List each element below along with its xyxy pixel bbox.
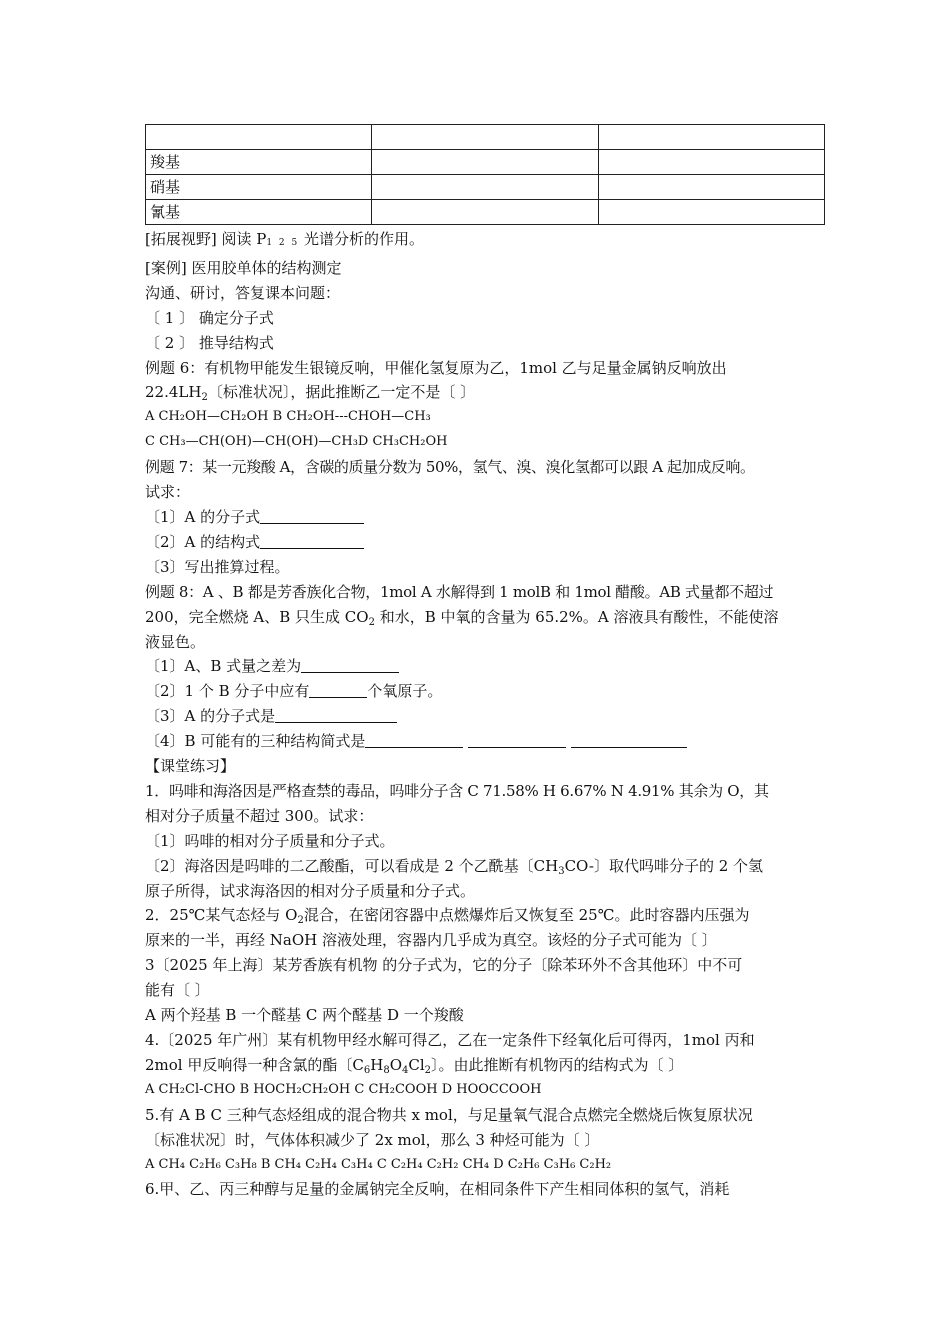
table-cell: [372, 125, 598, 150]
text-line: 200，完全燃烧 A、B 只生成 $CO_2$ 和水，B 中氧的含量为 65.2%。A 溶液具有酸性，不能使溶: [145, 607, 779, 628]
answer-blank: [468, 733, 566, 748]
text-line: 〔3〕A 的分子式是: [145, 704, 825, 729]
answer-blank: [260, 509, 364, 524]
table-row: [146, 125, 825, 150]
text-line: 1．吗啡和海洛因是严格查禁的毒品，吗啡分子含 C 71.58% H 6.67% N 4.91% 其余为 O，其: [145, 781, 769, 800]
table-cell: 硝基: [146, 175, 372, 200]
document-page: [145, 124, 825, 1202]
text-line: 2．25℃某气态烃与 $O_2$混合，在密闭容器中点燃爆炸后又恢复至 25℃。此时容器内压强为: [145, 906, 750, 927]
text-line: 6.甲、乙、丙三种醇与足量的金属钠完全反响，在相同条件下产生相同体积的氢气，消耗: [145, 1180, 730, 1199]
table-row: [146, 175, 825, 200]
text-line: 〔2〕海洛因是吗啡的二乙酸酯，可以看成是 2 个乙酰基〔$CH_3CO-$〕取代吗啡分子的 2 个氢: [145, 856, 764, 877]
table-cell: [598, 125, 824, 150]
text-line: 相对分子质量不超过 300。试求：: [145, 806, 374, 825]
text-line: C CH₃—CH(OH)—CH(OH)—CH₃D CH₃CH₂OH: [145, 434, 448, 450]
body-text: [145, 227, 825, 1202]
table-cell: 羧基: [146, 150, 372, 175]
answer-blank: [571, 733, 687, 748]
table-cell: [372, 175, 598, 200]
text-line: $22.4LH_2$〔标准状况〕，据此推断乙一定不是〔 〕: [145, 383, 476, 404]
table-row: [146, 150, 825, 175]
text-line: A CH₂Cl-CHO B HOCH₂CH₂OH C CH₂COOH D HOOCCOOH: [145, 1081, 542, 1097]
text-line: 〔标准状况〕时，气体体积减少了 2x mol，那么 3 种烃可能为〔 〕: [145, 1130, 600, 1149]
text-line: 试求：: [145, 483, 191, 502]
text-line: 2mol 甲反响得一种含氯的酯〔$C_6H_8O_4Cl_2$〕。由此推断有机物丙的结构式为〔 〕: [145, 1055, 684, 1076]
text-line: 能有〔 〕: [145, 981, 210, 1000]
answer-blank: [260, 534, 364, 549]
answer-blank: [365, 733, 463, 748]
text-line: 〔1〕吗啡的相对分子质量和分子式。: [145, 831, 395, 850]
table-cell: [372, 150, 598, 175]
table-row: [146, 200, 825, 225]
text-line: A CH₄ C₂H₆ C₃H₈ B CH₄ C₂H₄ C₃H₄ C C₂H₄ C₂H₂ CH₄ D C₂H₆ C₃H₆ C₂H₂: [145, 1156, 612, 1172]
table-cell: 氰基: [146, 200, 372, 225]
text-line: [案例] 医用胶单体的结构测定: [145, 258, 342, 277]
text-line: 〔1〕A、B 式量之差为: [145, 654, 825, 679]
answer-blank: [309, 683, 367, 698]
text-line: [拓展视野] 阅读 P1 2 5 光谱分析的作用。: [145, 230, 425, 248]
text-line: A 两个羟基 B 一个醛基 C 两个醛基 D 一个羧酸: [145, 1006, 464, 1025]
text-line: 例题 8：A 、B 都是芳香族化合物，1mol A 水解得到 1 molB 和 1mol 醋酸。AB 式量都不超过: [145, 582, 774, 601]
text-line: 例题 7：某一元羧酸 A，含碳的质量分数为 50%，氢气、溴、溴化氢都可以跟 A 起加成反响。: [145, 458, 755, 477]
text-line: 5.有 A B C 三种气态烃组成的混合物共 x mol，与足量氧气混合点燃完全燃烧后恢复原状况: [145, 1105, 753, 1124]
text-line: 〔2〕A 的结构式: [145, 530, 825, 555]
table-cell: [598, 150, 824, 175]
text-line: 4.〔2025 年广州〕某有机物甲经水解可得乙，乙在一定条件下经氧化后可得丙，1mol 丙和: [145, 1031, 755, 1049]
text-line: 例题 6：有机物甲能发生银镜反响，甲催化氢复原为乙，1mol 乙与足量金属钠反响放出: [145, 358, 727, 377]
text-line: 〔 2 〕 推导结构式: [145, 333, 274, 352]
text-line: 原子所得，试求海洛因的相对分子质量和分子式。: [145, 881, 476, 900]
text-line: 3〔2025 年上海〕某芳香族有机物 的分子式为，它的分子〔除苯环外不含其他环〕中不可: [145, 956, 743, 975]
text-line: 〔2〕1 个 B 分子中应有 个氧原子。: [145, 682, 443, 701]
answer-blank: [301, 658, 399, 673]
functional-group-table: [145, 124, 825, 225]
text-line: 液显色。: [145, 632, 206, 651]
text-line: 〔4〕B 可能有的三种结构简式是: [145, 729, 825, 754]
text-line: 沟通、研讨，答复课本问题：: [145, 283, 341, 302]
text-line: 〔3〕写出推算过程。: [145, 557, 290, 576]
text-line: 〔 1 〕 确定分子式: [145, 308, 274, 327]
answer-blank: [275, 708, 397, 723]
text-line: 原来的一半，再经 NaOH 溶液处理，容器内几乎成为真空。该烃的分子式可能为〔 〕: [145, 931, 717, 950]
text-line: 〔1〕A 的分子式: [145, 505, 825, 530]
table-cell: [598, 200, 824, 225]
text-line: A CH₂OH—CH₂OH B CH₂OH---CHOH—CH₃: [145, 409, 431, 425]
table-cell: [146, 125, 372, 150]
table-cell: [598, 175, 824, 200]
section-heading: 【课堂练习】: [145, 757, 236, 776]
table-cell: [372, 200, 598, 225]
